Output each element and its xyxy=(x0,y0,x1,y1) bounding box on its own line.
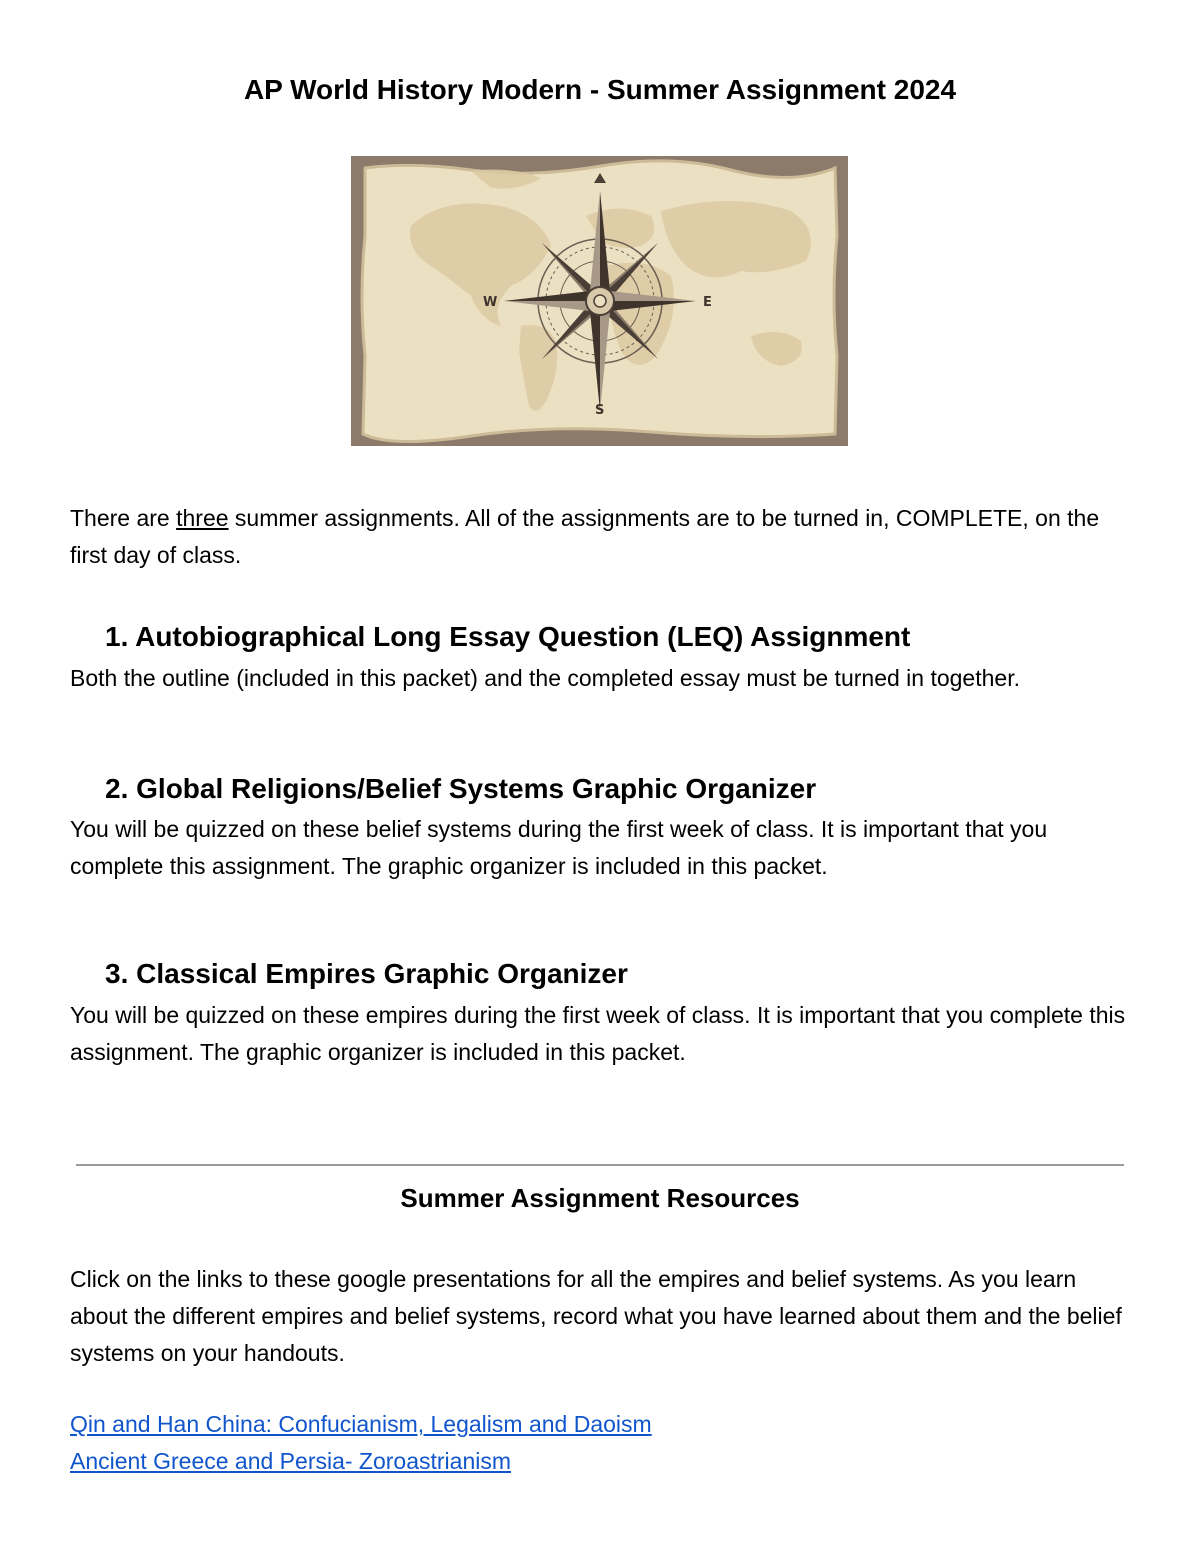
assignment-1-body: Both the outline (included in this packet) and the completed essay must be turned in together. xyxy=(70,665,1020,691)
link-ancient-greece-persia[interactable]: Ancient Greece and Persia- Zoroastrianism xyxy=(70,1448,512,1474)
resources-title: Summer Assignment Resources xyxy=(400,1183,800,1213)
link-qin-han-china[interactable]: Qin and Han China: Confucianism, Legalism and Daoism xyxy=(70,1411,652,1437)
assignment-3-heading: 3. Classical Empires Graphic Organizer xyxy=(105,958,628,989)
horizontal-divider xyxy=(76,1164,1124,1166)
world-map-compass-icon xyxy=(351,156,848,446)
compass-east-label: E xyxy=(703,295,712,310)
intro-text-after: summer assignments. All of the assignments are to be turned in, COMPLETE, on the first day of class. xyxy=(70,505,1100,568)
intro-text-underlined: three xyxy=(176,505,229,531)
assignment-1-heading: 1. Autobiographical Long Essay Question (LEQ) Assignment xyxy=(105,621,911,652)
world-map-compass-image xyxy=(351,156,848,446)
assignment-2-body: You will be quizzed on these belief systems during the first week of class. It is important that you complete this assignment. The graphic organizer is included in this packet. xyxy=(70,816,1048,879)
compass-west-label: W xyxy=(483,295,498,310)
document-title: AP World History Modern - Summer Assignment 2024 xyxy=(243,74,957,105)
assignment-3-body: You will be quizzed on these empires during the first week of class. It is important that you complete this assignment. The graphic organizer is included in this packet. xyxy=(70,1002,1126,1065)
assignment-2-heading: 2. Global Religions/Belief Systems Graphic Organizer xyxy=(105,773,817,804)
resource-links xyxy=(70,1406,1130,1480)
intro-text-before: There are xyxy=(70,505,177,531)
compass-south-label: S xyxy=(595,403,605,418)
resources-body: Click on the links to these google presentations for all the empires and belief systems. As you learn about the different empires and belief systems, record what you have learned about them and the belief systems on your handouts. xyxy=(70,1266,1122,1366)
intro-paragraph xyxy=(70,500,1130,574)
